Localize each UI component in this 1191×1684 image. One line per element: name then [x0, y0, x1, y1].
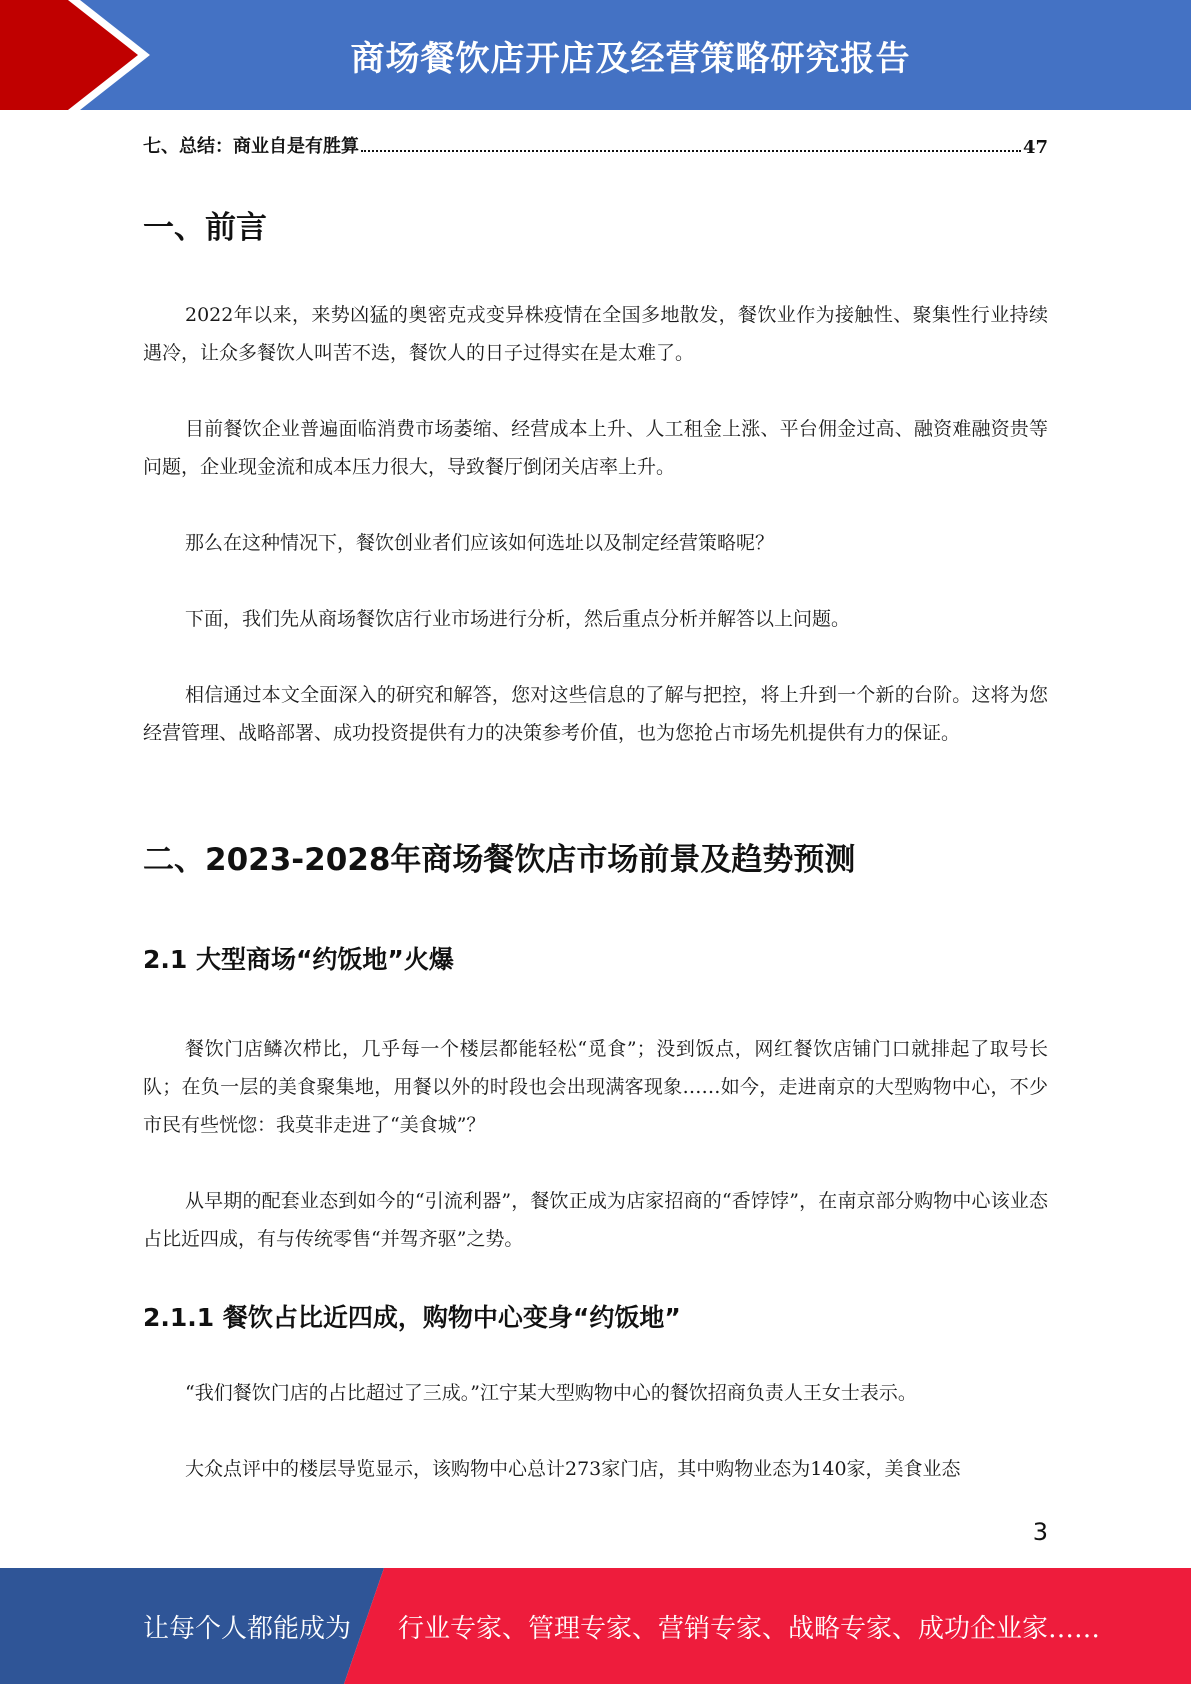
- red-arrow-decoration: [0, 0, 150, 110]
- paragraph: 那么在这种情况下，餐饮创业者们应该如何选址以及制定经营策略呢？: [185, 532, 775, 554]
- report-title: 商场餐饮店开店及经营策略研究报告: [350, 38, 911, 79]
- section-heading-preface: 一、前言: [143, 210, 267, 246]
- paragraph: 下面，我们先从商场餐饮店行业市场进行分析，然后重点分析并解答以上问题。: [185, 608, 851, 630]
- toc-dot-leader: [361, 149, 1021, 152]
- footer-slogan-left: 让每个人都能成为: [143, 1613, 352, 1644]
- paragraph: 目前餐饮企业普遍面临消费市场萎缩、经营成本上升、人工租金上涨、平台佣金过高、融资难融资贵等问题，企业现金流和成本压力很大，导致餐厅倒闭关店率上升。: [143, 418, 1048, 478]
- toc-entry-label: 七、总结：商业自是有胜算: [143, 136, 359, 157]
- subsection-heading-2-1: 2.1 大型商场“约饭地”火爆: [143, 945, 454, 974]
- section-heading-market-outlook: 二、2023-2028年商场餐饮店市场前景及趋势预测: [143, 842, 856, 878]
- toc-entry[interactable]: [143, 130, 1048, 158]
- paragraph: 从早期的配套业态到如今的“引流利器”，餐饮正成为店家招商的“香饽饽”，在南京部分购物中心该业态占比近四成，有与传统零售“并驾齐驱”之势。: [143, 1190, 1048, 1250]
- page-number: 3: [1032, 1518, 1048, 1546]
- toc-entry-page: 47: [1022, 137, 1048, 158]
- paragraph: “我们餐饮门店的占比超过了三成。”江宁某大型购物中心的餐饮招商负责人王女士表示。: [185, 1382, 917, 1404]
- footer-slogan-right: 行业专家、管理专家、营销专家、战略专家、成功企业家……: [398, 1613, 1101, 1644]
- paragraph: 大众点评中的楼层导览显示，该购物中心总计273家门店，其中购物业态为140家，美食业态: [185, 1458, 961, 1480]
- subsection-heading-2-1-1: 2.1.1 餐饮占比近四成，购物中心变身“约饭地”: [143, 1303, 681, 1332]
- footer-banner: [0, 1568, 1191, 1684]
- paragraph: 相信通过本文全面深入的研究和解答，您对这些信息的了解与把控，将上升到一个新的台阶。这将为您经营管理、战略部署、成功投资提供有力的决策参考价值，也为您抢占市场先机提供有力的保证。: [143, 684, 1048, 744]
- paragraph: 餐饮门店鳞次栉比，几乎每一个楼层都能轻松“觅食”；没到饭点，网红餐饮店铺门口就排起了取号长队；在负一层的美食聚集地，用餐以外的时段也会出现满客现象……如今，走进南京的大型购物中心，不少市民有些恍惚：我莫非走进了“美食城”？: [143, 1038, 1048, 1136]
- header-banner: [0, 0, 1191, 110]
- paragraph: 2022年以来，来势凶猛的奥密克戎变异株疫情在全国多地散发，餐饮业作为接触性、聚集性行业持续遇冷，让众多餐饮人叫苦不迭，餐饮人的日子过得实在是太难了。: [143, 304, 1048, 364]
